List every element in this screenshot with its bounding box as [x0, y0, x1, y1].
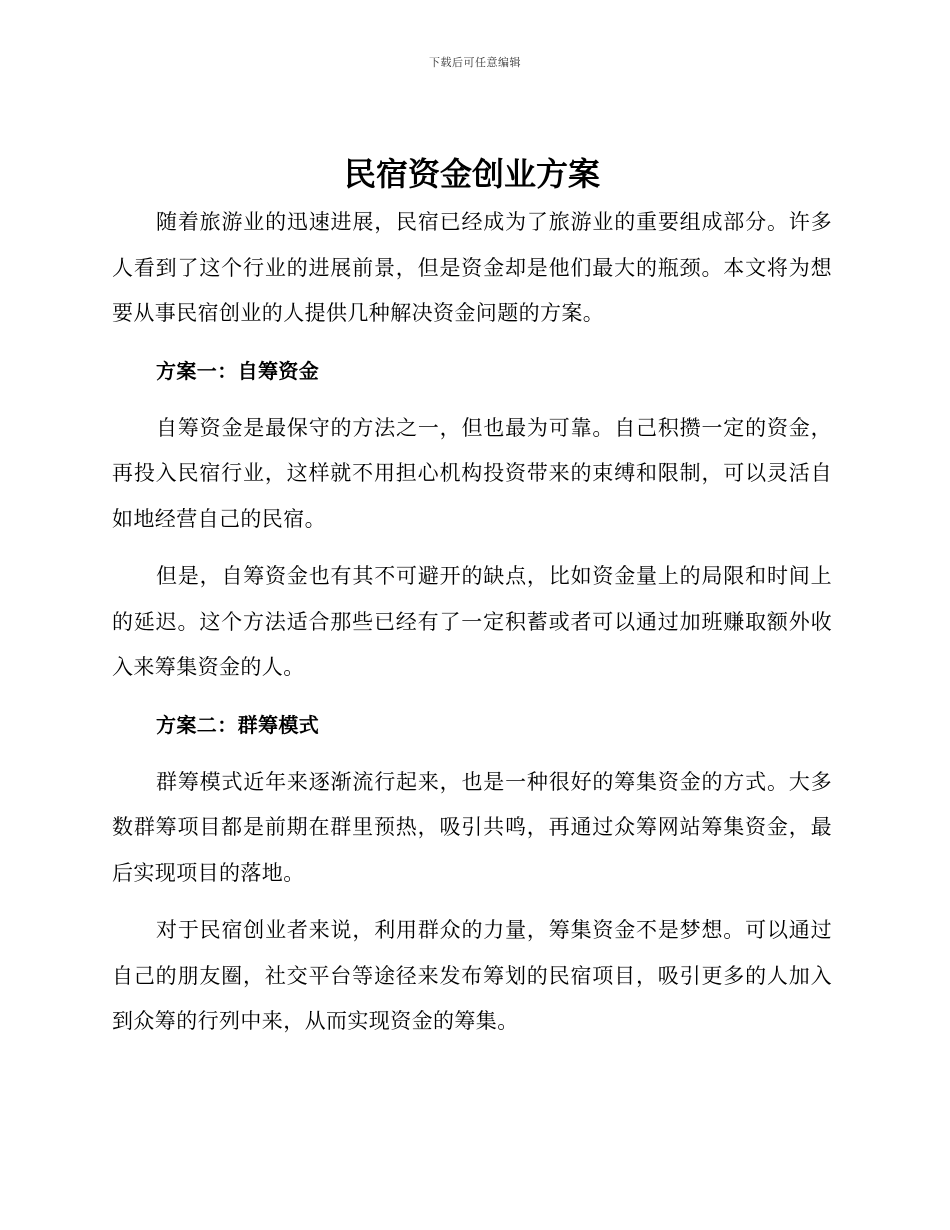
document-title: 民宿资金创业方案 [343, 155, 600, 193]
section-2-paragraph-2: 对于民宿创业者来说，利用群众的力量，筹集资金不是梦想。可以通过自己的朋友圈，社交平台等途径来发布筹划的民宿项目，吸引更多的人加入到众筹的行列中来，从而实现资金的筹集。 [112, 918, 832, 1033]
intro-paragraph: 随着旅游业的迅速进展，民宿已经成为了旅游业的重要组成部分。许多人看到了这个行业的进展前景，但是资金却是他们最大的瓶颈。本文将为想要从事民宿创业的人提供几种解决资金问题的方案。 [112, 210, 832, 325]
document-body [112, 148, 832, 1045]
section-1-paragraph-2: 但是，自筹资金也有其不可避开的缺点，比如资金量上的局限和时间上的延迟。这个方法适合那些已经有了一定积蓄或者可以通过加班赚取额外收入来筹集资金的人。 [112, 564, 832, 679]
section-1-paragraph-1: 自筹资金是最保守的方法之一，但也最为可靠。自己积攒一定的资金，再投入民宿行业，这样就不用担心机构投资带来的束缚和限制，可以灵活自如地经营自己的民宿。 [112, 415, 832, 531]
section-2-paragraph-1: 群筹模式近年来逐渐流行起来，也是一种很好的筹集资金的方式。大多数群筹项目都是前期在群里预热，吸引共鸣，再通过众筹网站筹集资金，最后实现项目的落地。 [112, 769, 832, 885]
section-heading-2: 方案二：群筹模式 [156, 712, 320, 737]
section-heading-1: 方案一：自筹资金 [156, 358, 320, 383]
page-header-note: 下载后可任意编辑 [429, 56, 521, 69]
